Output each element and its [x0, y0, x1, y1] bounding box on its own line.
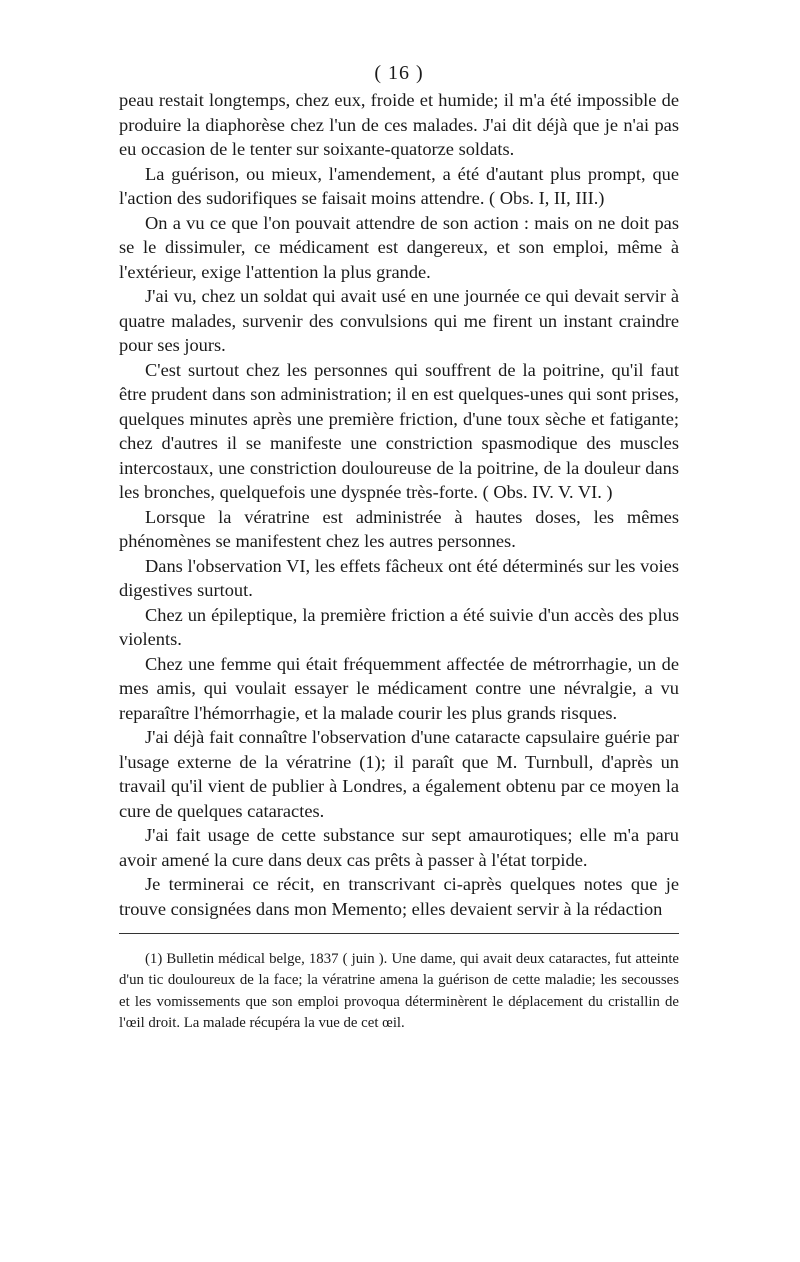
paragraph: Lorsque la vératrine est administrée à hautes doses, les mêmes phénomènes se manifestent chez les autres personnes.	[119, 506, 679, 551]
book-page	[119, 58, 679, 1035]
paragraph: peau restait longtemps, chez eux, froide et humide; il m'a été impossible de produire la diaphorèse chez l'un de ces malades. J'ai dit déjà que je n'ai pas eu occasion de le tenter sur soixante-quatorze soldats.	[119, 90, 679, 159]
footnote-separator	[119, 933, 679, 934]
page-number: ( 16 )	[374, 62, 424, 84]
body-text	[119, 88, 679, 921]
footnote	[119, 949, 679, 1035]
footnote-text: (1) Bulletin médical belge, 1837 ( juin ). Une dame, qui avait deux cataractes, fut atteinte d'un tic douloureux de la face; la vératrine amena la guérison de cette maladie; les secousses et les vomissements que son emploi provoqua déterminèrent le déplacement du cristallin de l'œil droit. La malade récupéra la vue de cet œil.	[119, 951, 679, 1032]
paragraph: On a vu ce que l'on pouvait attendre de son action : mais on ne doit pas se le dissimuler, ce médicament est dangereux, et son emploi, même à l'extérieur, exige l'attention la plus grande.	[119, 212, 679, 282]
paragraph: J'ai fait usage de cette substance sur sept amaurotiques; elle m'a paru avoir amené la cure dans deux cas prêts à passer à l'état torpide.	[119, 825, 679, 870]
paragraph: J'ai vu, chez un soldat qui avait usé en une journée ce qui devait servir à quatre malades, survenir des convulsions qui me firent un instant craindre pour ses jours.	[119, 286, 679, 355]
paragraph: Dans l'observation VI, les effets fâcheux ont été déterminés sur les voies digestives surtout.	[119, 555, 679, 600]
paragraph: Chez un épileptique, la première friction a été suivie d'un accès des plus violents.	[119, 604, 679, 649]
paragraph: C'est surtout chez les personnes qui souffrent de la poitrine, qu'il faut être prudent dans son administration; il en est quelques-unes qui sont prises, quelques minutes après une première friction, d'une toux sèche et fatigante; chez d'autres il se manifeste une constriction spasmodique des muscles intercostaux, une constriction douloureuse de la poitrine, de la douleur dans les bronches, quelquefois une dyspnée très-forte. ( Obs. IV. V. VI. )	[119, 359, 679, 502]
paragraph: La guérison, ou mieux, l'amendement, a été d'autant plus prompt, que l'action des sudorifiques se faisait moins attendre. ( Obs. I, II, III.)	[119, 163, 679, 208]
paragraph: Chez une femme qui était fréquemment affectée de métrorrhagie, un de mes amis, qui voulait essayer le médicament contre une névralgie, a vu reparaître l'hémorrhagie, et la malade courir les plus grands risques.	[119, 653, 679, 723]
paragraph: J'ai déjà fait connaître l'observation d'une cataracte capsulaire guérie par l'usage externe de la vératrine (1); il paraît que M. Turnbull, d'après un travail qu'il vient de publier à Londres, a également obtenu par ce moyen la cure de quelques cataractes.	[119, 727, 679, 821]
paragraph: Je terminerai ce récit, en transcrivant ci-après quelques notes que je trouve consignées dans mon Memento; elles devaient servir à la rédaction	[119, 874, 679, 919]
